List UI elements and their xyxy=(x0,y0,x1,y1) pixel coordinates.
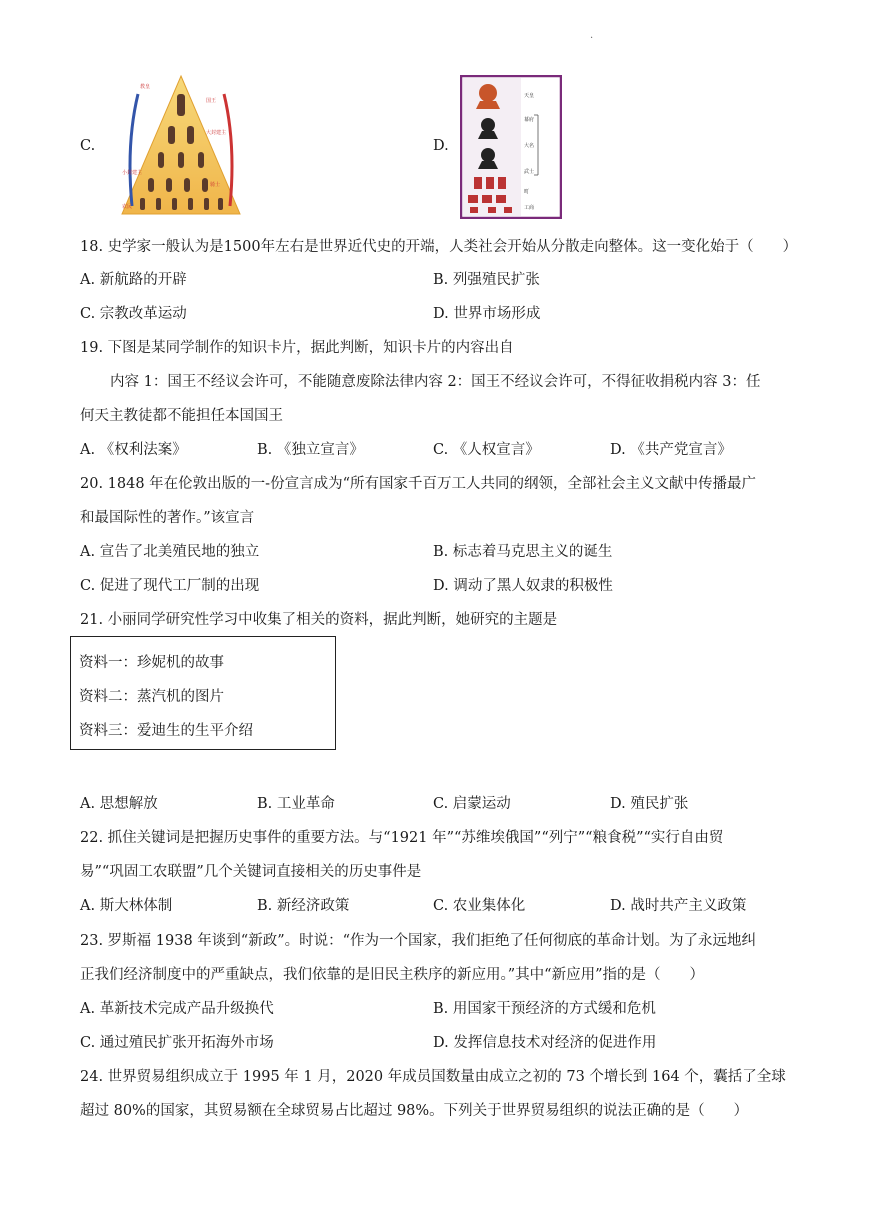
svg-text:大名: 大名 xyxy=(524,143,535,149)
q18-option-d: D. 世界市场形成 xyxy=(433,306,541,322)
q20-stem-line1: 20. 1848 年在伦敦出版的一-份宣言成为“所有国家千百万工人共同的纲领，全部社会主义文献中传播最广 xyxy=(80,476,756,492)
material-2: 资料二：蒸汽机的图片 xyxy=(79,689,224,705)
svg-text:町: 町 xyxy=(524,189,530,195)
q23-option-c: C. 通过殖民扩张开拓海外市场 xyxy=(80,1035,274,1051)
q22-stem-line1: 22. 抓住关键词是把握历史事件的重要方法。与“1921 年”“苏维埃俄国”“列宁”“粮食税”“实行自由贸 xyxy=(80,830,724,846)
q22-stem-line2: 易”“巩固工农联盟”几个关键词直接相关的历史事件是 xyxy=(80,864,422,880)
japan-hierarchy-image xyxy=(460,75,562,219)
q19-card-line1: 内容 1：国王不经议会许可，不能随意废除法律内容 2：国王不经议会许可，不得征收捐税内容 3：任 xyxy=(110,374,761,390)
q21-option-c: C. 启蒙运动 xyxy=(433,796,511,812)
material-3: 资料三：爱迪生的生平介绍 xyxy=(79,723,253,739)
q23-option-d: D. 发挥信息技术对经济的促进作用 xyxy=(433,1035,657,1051)
q18-stem: 18. 史学家一般认为是1500年左右是世界近代史的开端，人类社会开始从分散走向整体。这一变化始于（ ） xyxy=(80,239,798,255)
q20-option-c: C. 促进了现代工厂制的出现 xyxy=(80,578,260,594)
svg-text:国王: 国王 xyxy=(206,98,217,104)
q19-stem: 19. 下图是某同学制作的知识卡片，据此判断，知识卡片的内容出自 xyxy=(80,340,514,356)
q18-option-a: A. 新航路的开辟 xyxy=(80,272,187,288)
svg-text:小封建主: 小封建主 xyxy=(122,170,143,176)
q19-card-line2: 何天主教徒都不能担任本国国王 xyxy=(80,408,283,424)
svg-text:天皇: 天皇 xyxy=(524,93,535,99)
svg-text:大封建主: 大封建主 xyxy=(206,130,227,136)
q23-stem-line1: 23. 罗斯福 1938 年谈到“新政”。时说：“作为一个国家，我们拒绝了任何彻底的革命计划。为了永远地纠 xyxy=(80,933,757,949)
svg-text:骑士: 骑士 xyxy=(210,182,221,188)
q19-option-d: D. 《共产党宣言》 xyxy=(610,442,732,458)
header-dot: . xyxy=(590,30,594,41)
q21-stem: 21. 小丽同学研究性学习中收集了相关的资料，据此判断，她研究的主题是 xyxy=(80,612,558,628)
svg-text:农民: 农民 xyxy=(122,204,133,210)
q24-stem-line1: 24. 世界贸易组织成立于 1995 年 1 月，2020 年成员国数量由成立之初的 73 个增长到 164 个，囊括了全球 xyxy=(80,1069,786,1085)
q20-option-d: D. 调动了黑人奴隶的积极性 xyxy=(433,578,613,594)
q23-option-a: A. 革新技术完成产品升级换代 xyxy=(80,1001,274,1017)
q20-stem-line2: 和最国际性的著作。”该宣言 xyxy=(80,510,255,526)
q24-stem-line2: 超过 80%的国家，其贸易额在全球贸易占比超过 98%。下列关于世界贸易组织的说法正确的是（ ） xyxy=(80,1103,749,1119)
q22-option-a: A. 斯大林体制 xyxy=(80,898,173,914)
svg-text:教皇: 教皇 xyxy=(140,84,151,90)
q23-stem-line2: 正我们经济制度中的严重缺点，我们依靠的是旧民主秩序的新应用。”其中“新应用”指的是（ ） xyxy=(80,967,704,983)
feudal-pyramid-image xyxy=(118,74,244,216)
q19-option-b: B. 《独立宣言》 xyxy=(257,442,364,458)
q20-option-b: B. 标志着马克思主义的诞生 xyxy=(433,544,613,560)
q23-option-b: B. 用国家干预经济的方式缓和危机 xyxy=(433,1001,656,1017)
q20-option-a: A. 宣告了北美殖民地的独立 xyxy=(80,544,260,560)
q22-option-c: C. 农业集体化 xyxy=(433,898,526,914)
q21-option-d: D. 殖民扩张 xyxy=(610,796,689,812)
q21-material-box xyxy=(70,636,336,750)
svg-text:工商: 工商 xyxy=(524,205,535,211)
q21-option-a: A. 思想解放 xyxy=(80,796,158,812)
q18-option-c: C. 宗教改革运动 xyxy=(80,306,187,322)
option-c-label: C. xyxy=(80,138,96,154)
q18-option-b: B. 列强殖民扩张 xyxy=(433,272,540,288)
svg-text:武士: 武士 xyxy=(524,169,535,175)
svg-text:幕府: 幕府 xyxy=(524,117,535,123)
q19-option-c: C. 《人权宣言》 xyxy=(433,442,540,458)
q22-option-b: B. 新经济政策 xyxy=(257,898,350,914)
material-1: 资料一：珍妮机的故事 xyxy=(79,655,224,671)
q21-option-b: B. 工业革命 xyxy=(257,796,335,812)
q19-option-a: A. 《权利法案》 xyxy=(80,442,187,458)
option-d-label: D. xyxy=(433,138,449,154)
q22-option-d: D. 战时共产主义政策 xyxy=(610,898,747,914)
